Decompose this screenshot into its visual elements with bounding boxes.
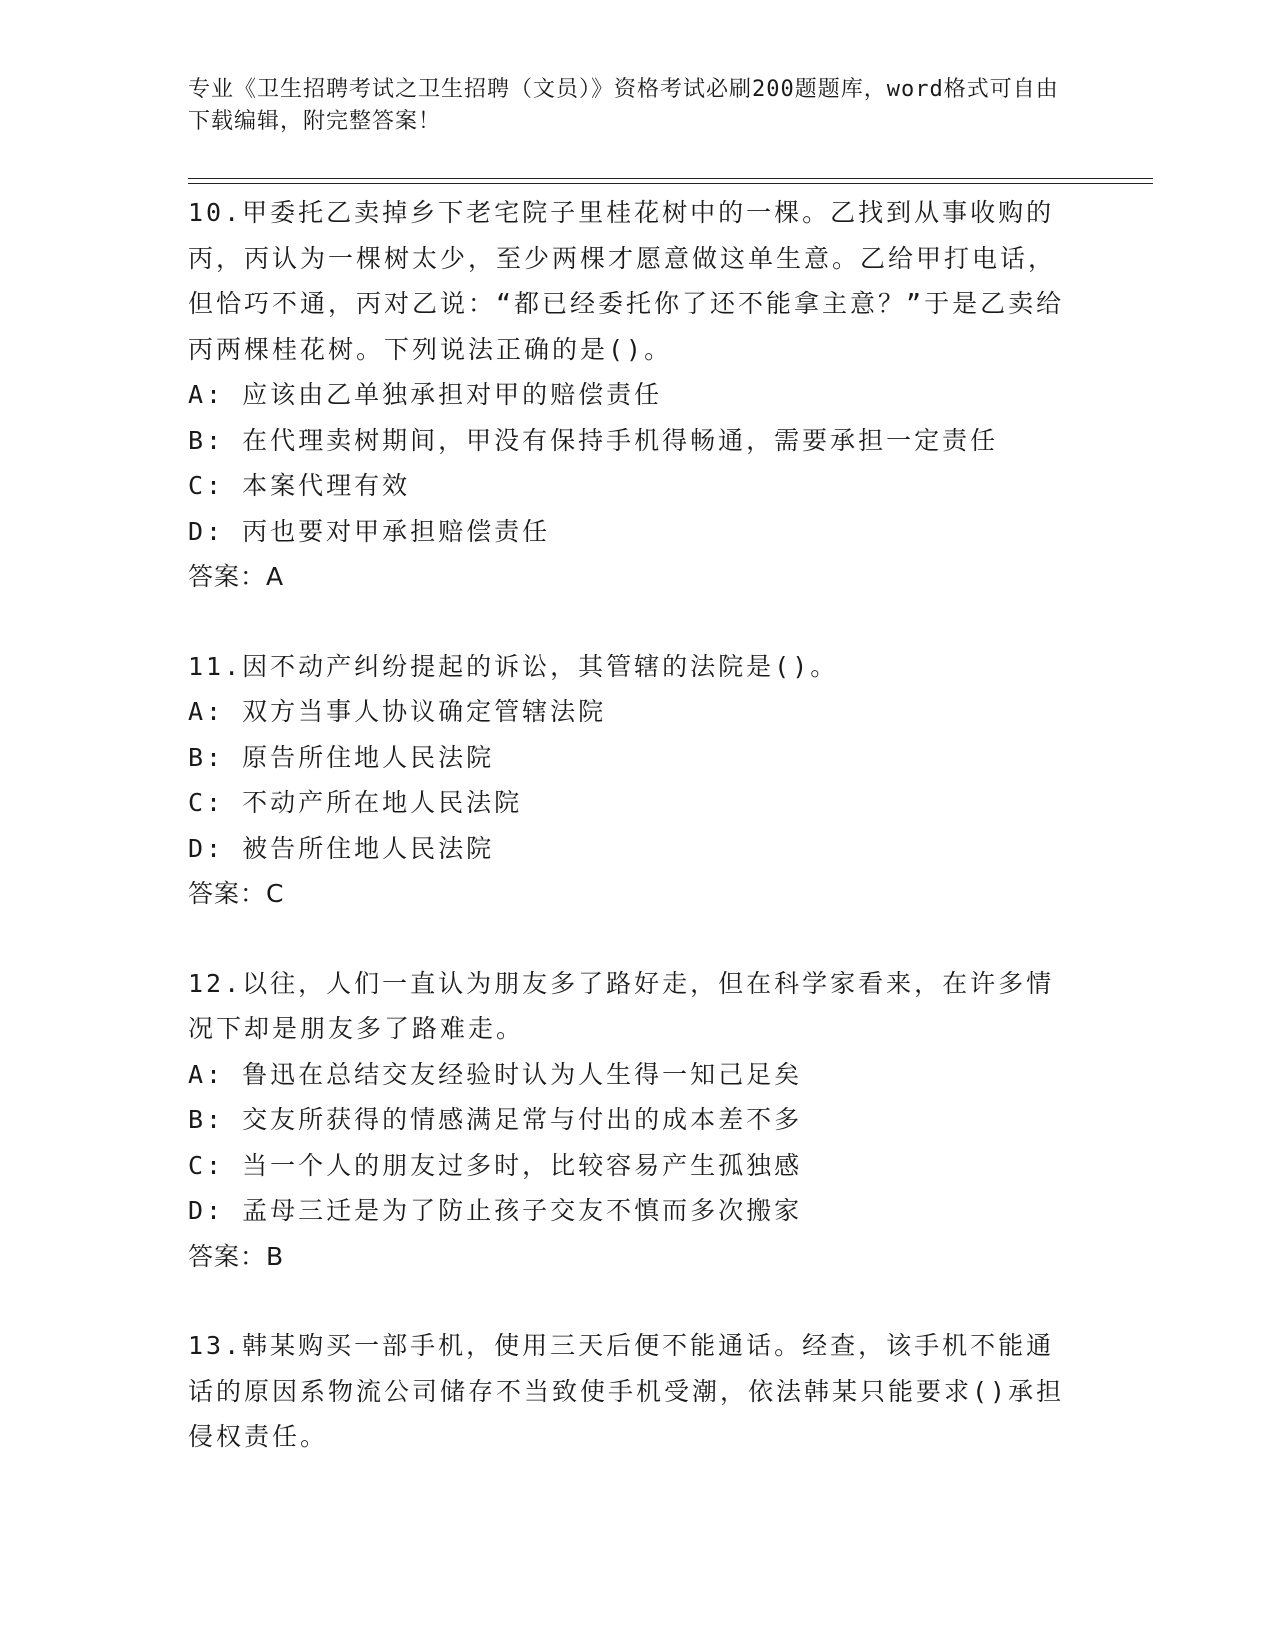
answer-line: 答案：C	[188, 879, 285, 908]
option-c: C: 不动产所在地人民法院	[188, 788, 523, 817]
question-stem: 10.甲委托乙卖掉乡下老宅院子里桂花树中的一棵。乙找到从事收购的丙，丙认为一棵树太少，至少两棵才愿意做这单生意。乙给甲打电话，但恰巧不通，丙对乙说：“都已经委托你了还不能拿主意？”于是乙卖给丙两棵桂花树。下列说法正确的是()。	[188, 198, 1065, 364]
option-a: A: 鲁迅在总结交友经验时认为人生得一知己足矣	[188, 1059, 803, 1089]
question-11	[188, 644, 1068, 917]
option-d: D: 被告所住地人民法院	[188, 833, 495, 863]
question-stem: 11.因不动产纠纷提起的诉讼，其管辖的法院是()。	[188, 651, 839, 681]
question-12	[188, 961, 1068, 1280]
header-divider-top	[188, 178, 1153, 179]
option-c: C: 当一个人的朋友过多时，比较容易产生孤独感	[188, 1150, 803, 1180]
option-d: D: 丙也要对甲承担赔偿责任	[188, 516, 551, 546]
answer-line: 答案：B	[188, 1241, 285, 1271]
header-divider-bottom	[188, 183, 1153, 184]
question-list	[188, 190, 1068, 1504]
question-13	[188, 1323, 1068, 1460]
question-stem: 12.以往，人们一直认为朋友多了路好走，但在科学家看来，在许多情况下却是朋友多了路难走。	[188, 968, 1055, 1043]
option-b: B: 在代理卖树期间，甲没有保持手机得畅通，需要承担一定责任	[188, 425, 999, 455]
option-c: C: 本案代理有效	[188, 471, 411, 500]
option-b: B: 原告所住地人民法院	[188, 742, 495, 772]
document-header: 专业《卫生招聘考试之卫生招聘（文员）》资格考试必刷200题题库，word格式可自由下载编辑，附完整答案！	[188, 77, 1059, 134]
answer-line: 答案：A	[188, 562, 285, 591]
question-stem: 13.韩某购买一部手机，使用三天后便不能通话。经查，该手机不能通话的原因系物流公司储存不当致使手机受潮，依法韩某只能要求()承担侵权责任。	[188, 1331, 1065, 1451]
option-b: B: 交友所获得的情感满足常与付出的成本差不多	[188, 1105, 803, 1134]
option-d: D: 孟母三迁是为了防止孩子交友不慎而多次搬家	[188, 1196, 803, 1225]
option-a: A: 应该由乙单独承担对甲的赔偿责任	[188, 380, 663, 409]
option-a: A: 双方当事人协议确定管辖法院	[188, 697, 607, 726]
question-10	[188, 190, 1068, 600]
